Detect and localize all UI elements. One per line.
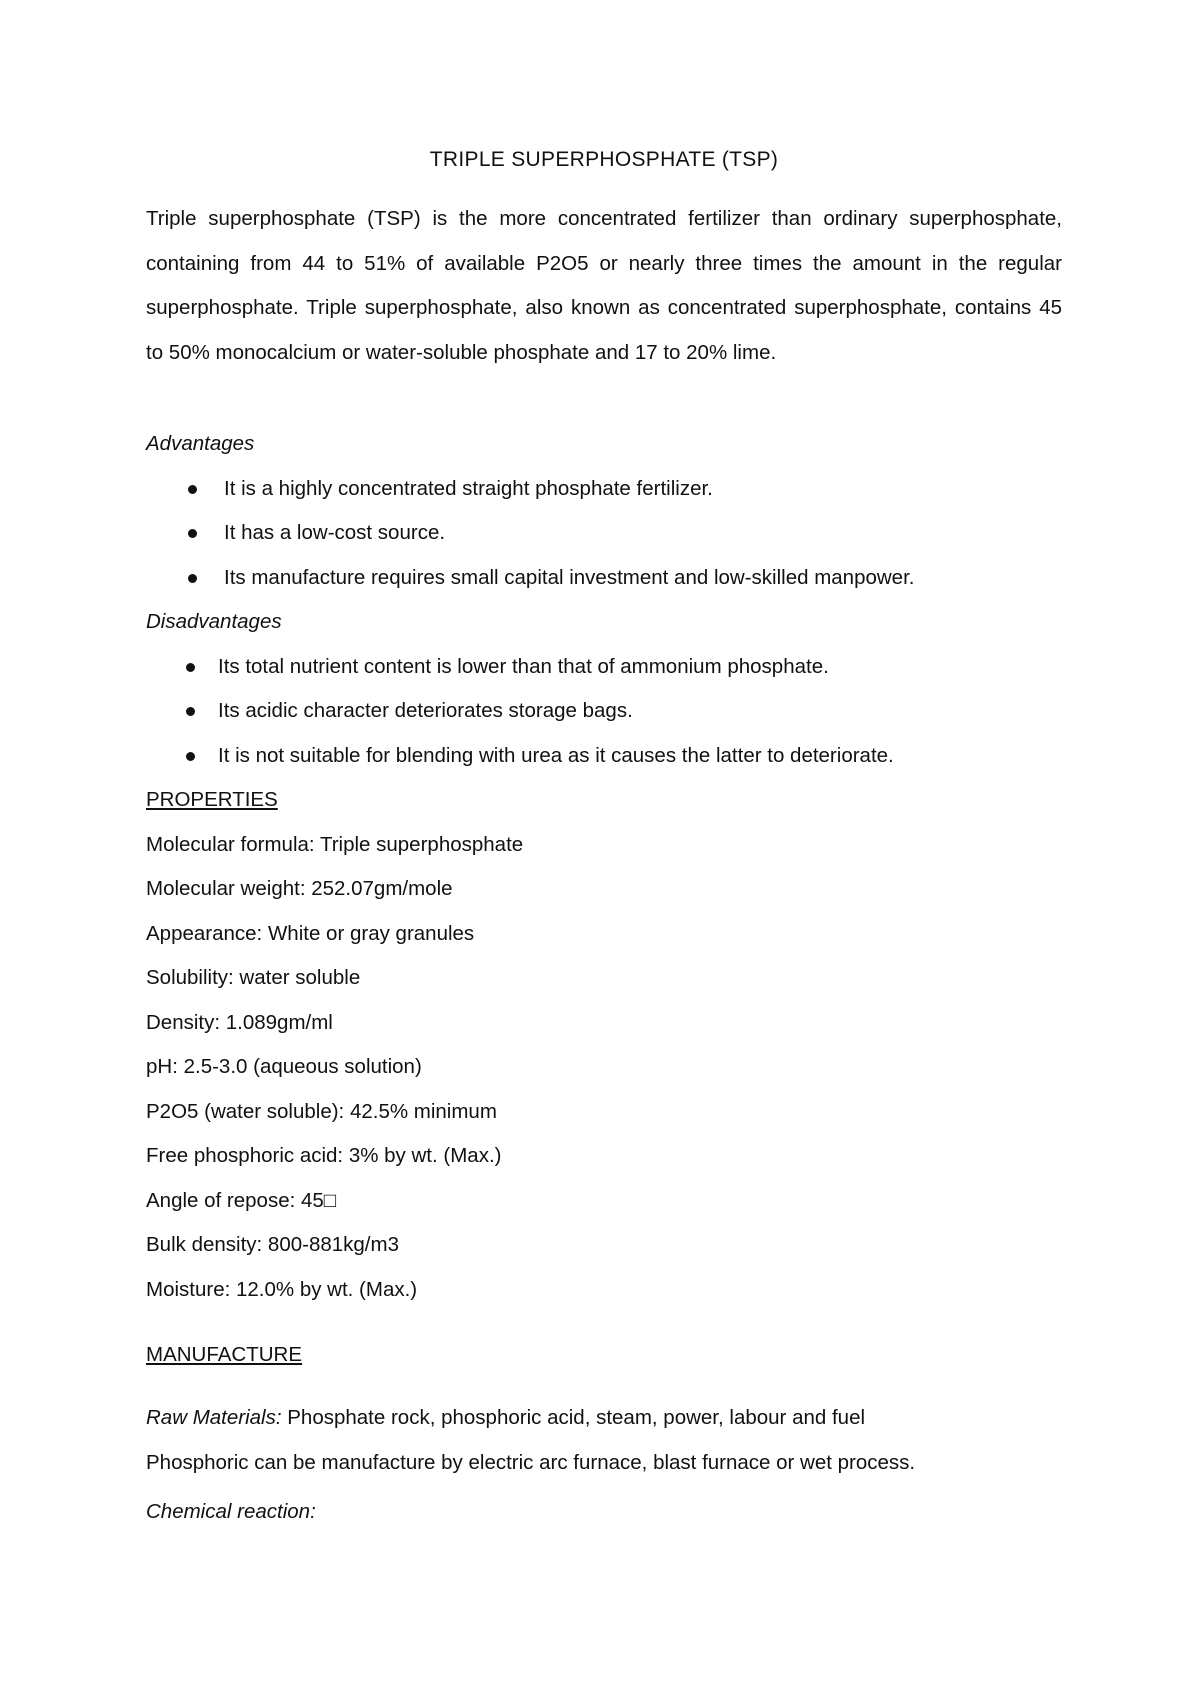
property-line: Molecular formula: Triple superphosphate bbox=[146, 832, 524, 856]
bullet-icon bbox=[186, 752, 195, 761]
advantages-list bbox=[146, 467, 1062, 601]
manufacture-section bbox=[146, 1333, 1062, 1378]
property-line: Moisture: 12.0% by wt. (Max.) bbox=[146, 1277, 418, 1301]
document-title: TRIPLE SUPERPHOSPHATE (TSP) bbox=[429, 148, 779, 171]
property-line: Molecular weight: 252.07gm/mole bbox=[146, 877, 453, 900]
property-line: Solubility: water soluble bbox=[146, 966, 361, 989]
bullet-icon bbox=[188, 529, 197, 538]
property-line: Angle of repose: 45□ bbox=[146, 1188, 337, 1212]
list-item: It is not suitable for blending with urea as it causes the latter to deteriorate. bbox=[146, 734, 1062, 779]
properties-section bbox=[146, 778, 1062, 1312]
phosphoric-line: Phosphoric can be manufacture by electric arc furnace, blast furnace or wet process. bbox=[146, 1450, 916, 1474]
intro-text: Triple superphosphate (TSP) is the more concentrated fertilizer than ordinary superphosphate, containing from 44 to 51% of available P2O5 or nearly three times the amount in the regular superphosphate. Triple superphosphate, also known as concentrated superphosphate, contains 45 to 50% monocalcium or water-soluble phosphate and 17 to 20% lime. bbox=[146, 207, 1062, 364]
bullet-icon bbox=[188, 485, 197, 494]
property-line: pH: 2.5-3.0 (aqueous solution) bbox=[146, 1055, 422, 1078]
list-item: It is a highly concentrated straight phosphate fertilizer. bbox=[146, 467, 1062, 512]
disadvantages-heading: Disadvantages bbox=[146, 610, 282, 633]
list-item: Its acidic character deteriorates storage bags. bbox=[146, 689, 1062, 734]
raw-materials-label: Raw Materials: bbox=[146, 1406, 282, 1429]
property-line: Density: 1.089gm/ml bbox=[146, 1010, 333, 1034]
bullet-icon bbox=[186, 707, 195, 716]
raw-materials-text: Phosphate rock, phosphoric acid, steam, power, labour and fuel bbox=[281, 1406, 866, 1429]
property-line: Bulk density: 800-881kg/m3 bbox=[146, 1233, 399, 1256]
chemical-reaction-label: Chemical reaction: bbox=[146, 1500, 316, 1523]
advantages-section bbox=[146, 422, 1062, 600]
property-line: Free phosphoric acid: 3% by wt. (Max.) bbox=[146, 1144, 502, 1167]
bullet-icon bbox=[188, 574, 197, 583]
raw-materials-line bbox=[146, 1396, 1062, 1485]
property-line: P2O5 (water soluble): 42.5% minimum bbox=[146, 1099, 497, 1123]
intro-paragraph bbox=[146, 197, 1062, 375]
chemical-reaction-section bbox=[146, 1490, 1062, 1535]
disadvantages-list bbox=[146, 645, 1062, 779]
manufacture-heading: MANUFACTURE bbox=[146, 1343, 303, 1366]
disadvantages-section bbox=[146, 600, 1062, 778]
bullet-icon bbox=[186, 663, 195, 672]
list-item: Its manufacture requires small capital investment and low-skilled manpower. bbox=[146, 556, 1062, 601]
list-item: Its total nutrient content is lower than that of ammonium phosphate. bbox=[146, 645, 1062, 690]
properties-heading: PROPERTIES bbox=[146, 788, 278, 811]
property-line: Appearance: White or gray granules bbox=[146, 921, 475, 945]
list-item: It has a low-cost source. bbox=[146, 511, 1062, 556]
advantages-heading: Advantages bbox=[146, 432, 255, 455]
